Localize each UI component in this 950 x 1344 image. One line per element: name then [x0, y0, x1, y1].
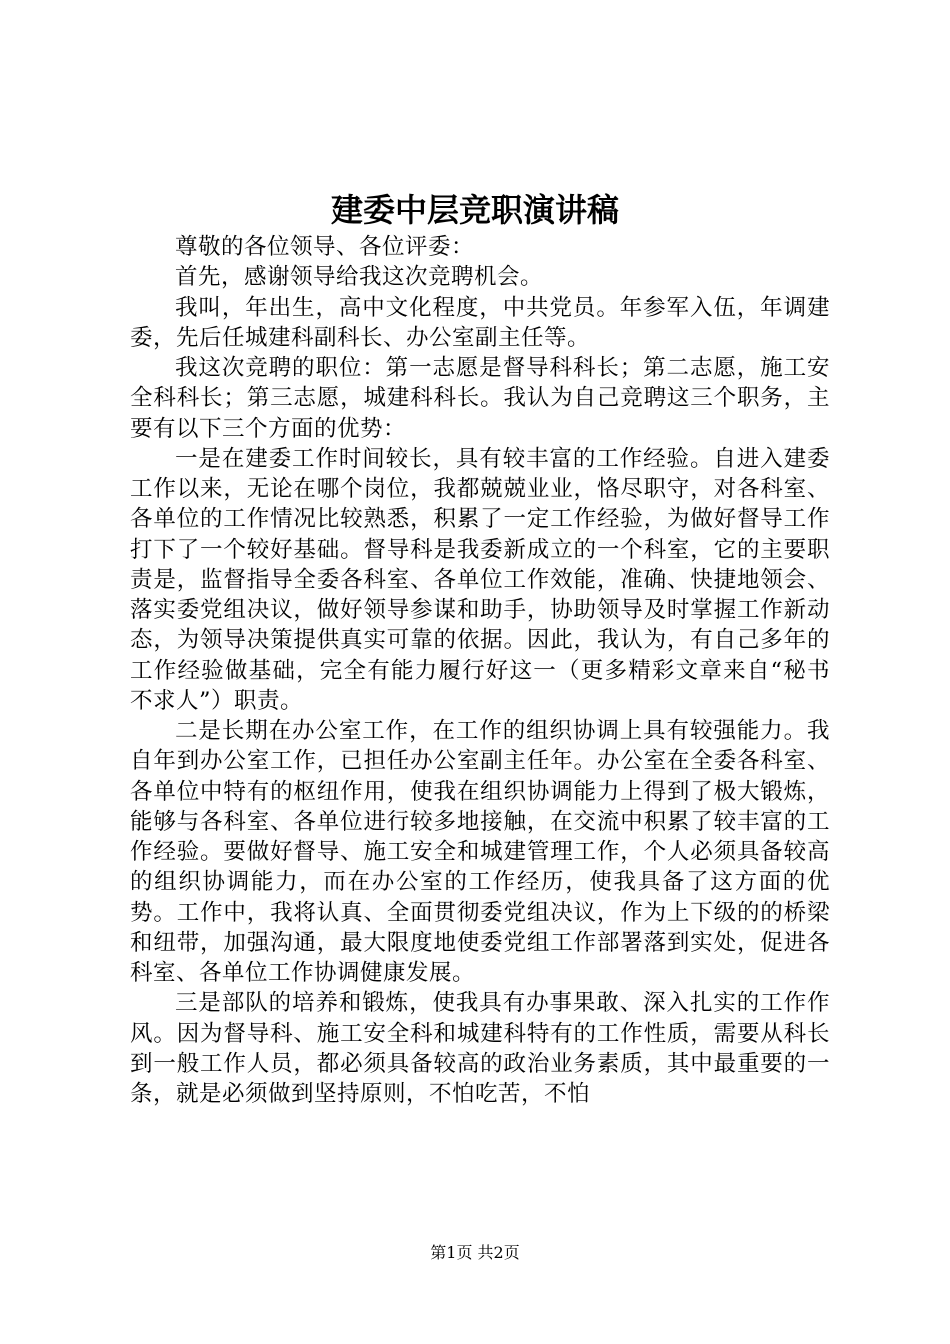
paragraph: 二是长期在办公室工作，在工作的组织协调上具有较强能力。我自年到办公室工作，已担任办公室副主任年。办公室在全委各科室、各单位中特有的枢纽作用，使我在组织协调能力上得到了极大锻炼，能够与各科室、各单位进行较多地接触，在交流中积累了较丰富的工作经验。要做好督导、施工安全和城建管理工作，个人必须具备较高的组织协调能力，而在办公室的工作经历，使我具备了这方面的优势。工作中，我将认真、全面贯彻委党组决议，作为上下级的的桥梁和纽带，加强沟通，最大限度地使委党组工作部署落到实处，促进各科室、各单位工作协调健康发展。 [130, 718, 830, 986]
paragraph: 三是部队的培养和锻炼，使我具有办事果敢、深入扎实的工作作风。因为督导科、施工安全科和城建科特有的工作性质，需要从科长到一般工作人员，都必须具备较高的政治业务素质，其中最重要的一条，就是必须做到坚持原则，不怕吃苦，不怕 [130, 990, 830, 1107]
page-footer: 第1页 共2页 [430, 1243, 520, 1262]
paragraph: 一是在建委工作时间较长，具有较丰富的工作经验。自进入建委工作以来，无论在哪个岗位，我都兢兢业业，恪尽职守，对各科室、各单位的工作情况比较熟悉，积累了一定工作经验，为做好督导工作打下了一个较好基础。督导科是我委新成立的一个科室，它的主要职责是，监督指导全委各科室、各单位工作效能，准确、快捷地领会、落实委党组决议，做好领导参谋和助手，协助领导及时掌握工作新动态，为领导决策提供真实可靠的依据。因此，我认为，有自己多年的工作经验做基础，完全有能力履行好这一（更多精彩文章来自“秘书不求人”）职责。 [130, 445, 830, 714]
document-body [130, 232, 830, 1109]
paragraph: 我这次竞聘的职位：第一志愿是督导科科长；第二志愿，施工安全科科长；第三志愿，城建科科长。我认为自己竞聘这三个职务，主要有以下三个方面的优势： [130, 355, 830, 442]
paragraph: 我叫，年出生，高中文化程度，中共党员。年参军入伍，年调建委，先后任城建科副科长、办公室副主任等。 [130, 294, 830, 351]
document-title: 建委中层竞职演讲稿 [330, 191, 619, 229]
paragraph: 首先，感谢领导给我这次竞聘机会。 [175, 264, 544, 291]
salutation: 尊敬的各位领导、各位评委： [175, 234, 475, 260]
